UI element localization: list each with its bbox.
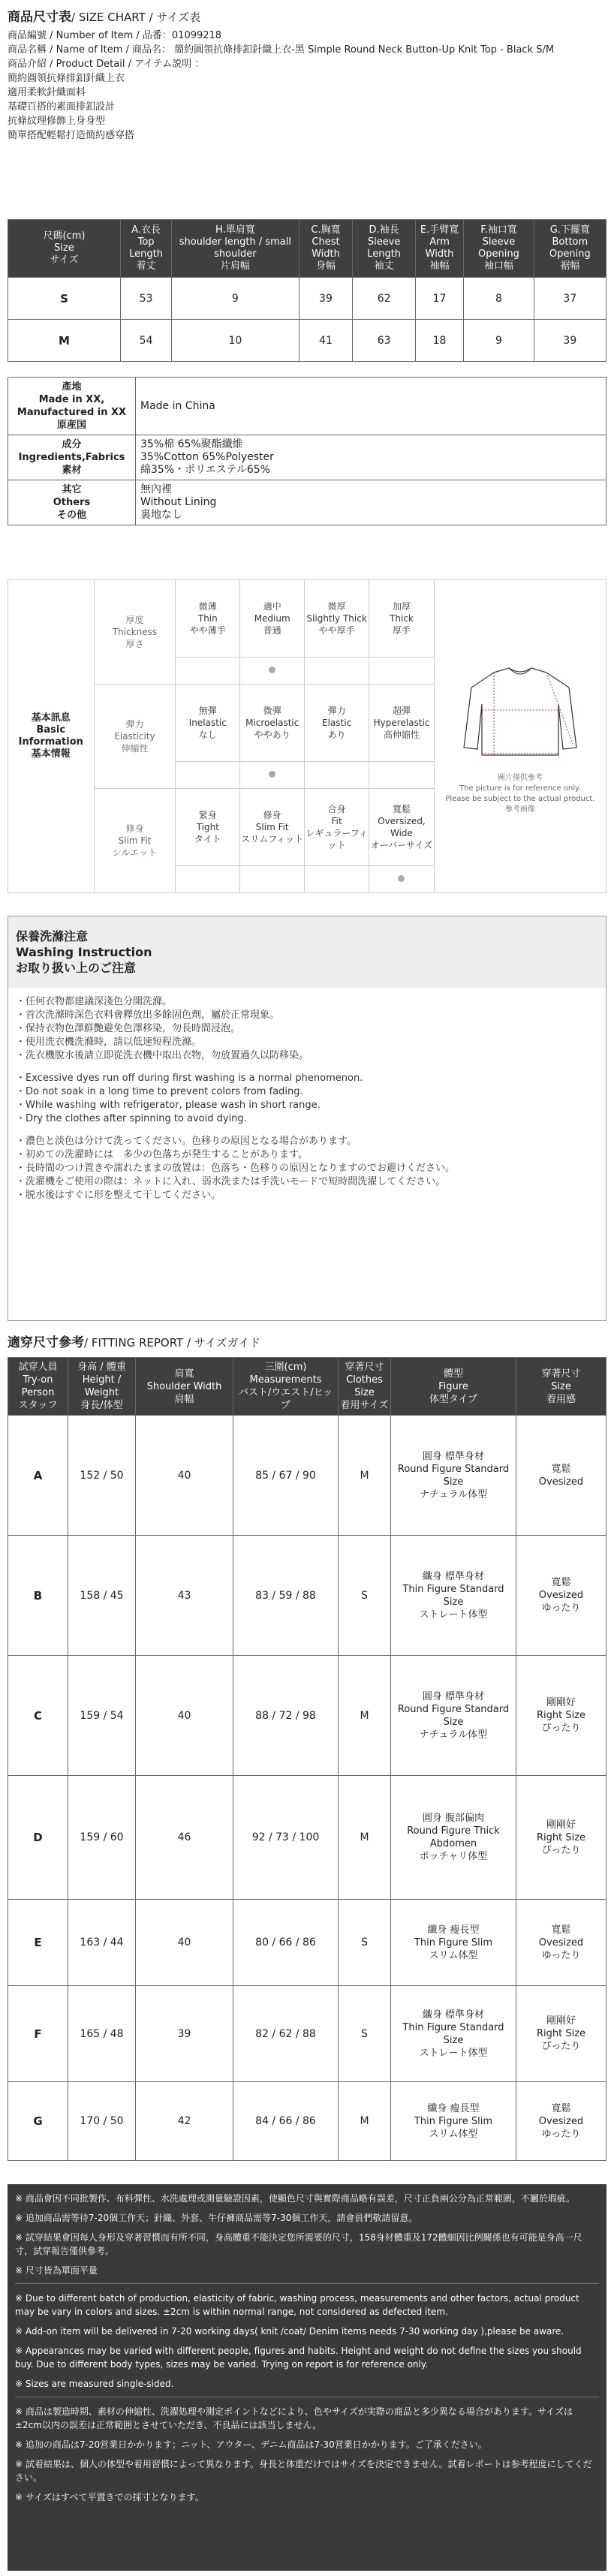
- size-value: 39: [299, 278, 353, 320]
- try-on-person: A: [8, 1416, 68, 1536]
- size-value: 17: [415, 278, 463, 320]
- thickness-option: 適中 Medium 普通: [240, 580, 305, 658]
- note-line: ※ 追加の商品は7-20営業日かかります；ニット、アウター、デニム商品は7-30営業日かかります。ご了承ください。: [15, 2439, 487, 2450]
- fitting-value: 43: [136, 1536, 233, 1656]
- material-key: 產地 Made in XX, Manufactured in XX 原産国: [8, 378, 136, 435]
- washing-line: ・洗濯機をご使用の際は：ネットに入れ、弱水洗または手洗いモードで短時間洗濯してください。: [16, 1176, 446, 1187]
- size-header: E.手臂寬 Arm Width 袖幅: [415, 220, 463, 278]
- size-value: 10: [172, 320, 299, 362]
- material-value: 無內裡 Without Lining 裏地なし: [136, 480, 606, 525]
- washing-line: ・首次洗滌時深色衣料會釋放出多餘固色劑，屬於正常現象。: [16, 1010, 280, 1021]
- washing-line: ・使用洗衣機洗滌時，請以低速短程洗滌。: [16, 1037, 202, 1048]
- fit-feel: 寬鬆 Ovesized ゆったり: [516, 1900, 606, 1986]
- size-header: C.胸寬 Chest Width 身幅: [299, 220, 353, 278]
- fit-indicator: [369, 865, 435, 893]
- image-caption: 圖片僅供參考 The picture is for reference only. Please be subject to the actual product. 參考画像: [445, 774, 595, 814]
- elasticity-option: 超彈 Hyperelastic 高伸縮性: [369, 684, 435, 761]
- fit-feel: 寬鬆 Ovesized ゆったり: [516, 1536, 606, 1656]
- material-value: 35%棉 65%聚酯纖維 35%Cotton 65%Polyester 綿35%・ポリエステル65%: [136, 435, 606, 480]
- washing-line: ・Do not soak in a long time to prevent colors from fading.: [16, 1086, 303, 1097]
- fitting-value: 82 / 62 / 88: [233, 1986, 339, 2082]
- washing-title: 保養洗滌注意 Washing Instruction お取り扱い上のご注意: [8, 916, 606, 988]
- thickness-option: 微厚 Slightly Thick やや厚手: [305, 580, 369, 658]
- fitting-header: 肩寬 Shoulder Width 肩幅: [136, 1358, 233, 1416]
- note-line: ※ Appearances may be varied with different people, figures and habits. Height and weight do not define the sizes you should buy. Due to different body types, sizes may be varied. Trying on report is for reference only.: [15, 2346, 582, 2370]
- fitting-value: M: [339, 1776, 391, 1900]
- note-line: ※ 試着結果は、個人の体型や着用習慣によって異なります。身長と体重だけではサイズを決定できません。試着レポートは参考程度にしてください。: [15, 2459, 592, 2483]
- fitting-value: S: [339, 1986, 391, 2082]
- fitting-value: 163 / 44: [68, 1900, 136, 1986]
- fitting-value: 170 / 50: [68, 2082, 136, 2161]
- figure-type: 圓身 標準身材 Round Figure Standard Size ナチュラル体型: [391, 1656, 516, 1776]
- fitting-value: 159 / 60: [68, 1776, 136, 1900]
- note-line: ※ 追加商品需等待7-20個工作天；針織、外套、牛仔褲商品需等7-30個工作天，請會員們敬請留意。: [15, 2213, 418, 2223]
- info-line: 簡單搭配輕鬆打造簡約感穿搭: [8, 130, 135, 141]
- fit-feel: 剛剛好 Right Size ぴったり: [516, 1656, 606, 1776]
- washing-line: ・初めての洗濯時には 多少の色落ちが発生することがあります。: [16, 1149, 308, 1160]
- fitting-value: 152 / 50: [68, 1416, 136, 1536]
- fitting-value: M: [339, 1416, 391, 1536]
- fitting-header: 試穿人員 Try-on Person スタッフ: [8, 1358, 68, 1416]
- elasticity-indicator: [176, 761, 240, 788]
- figure-type: 纖身 瘦長型 Thin Figure Slim スリム体型: [391, 1900, 516, 1986]
- fit-option: 寬鬆 Oversized, Wide オーバーサイズ: [369, 788, 435, 865]
- selected-dot-icon: [269, 667, 275, 673]
- washing-instruction: [8, 916, 606, 1321]
- note-line: ※ 尺寸皆為單面平量: [15, 2265, 98, 2276]
- size-value: 37: [534, 278, 606, 320]
- thickness-label: 厚度 Thickness 厚さ: [94, 580, 176, 685]
- try-on-person: E: [8, 1900, 68, 1986]
- washing-line: ・任何衣物都建議深淺色分開洗滌。: [16, 996, 173, 1007]
- figure-type: 圓身 標準身材 Round Figure Standard Size ナチュラル体型: [391, 1416, 516, 1536]
- try-on-person: F: [8, 1986, 68, 2082]
- size-value: 8: [464, 278, 534, 320]
- thickness-indicator: [305, 657, 369, 684]
- fit-feel: 剛剛好 Right Size ぴったり: [516, 1776, 606, 1900]
- size-header: D.袖長 Sleeve Length 袖丈: [353, 220, 415, 278]
- fit-indicator: [305, 865, 369, 893]
- try-on-person: B: [8, 1536, 68, 1656]
- fitting-value: S: [339, 1900, 391, 1986]
- washing-line: ・While washing with refrigerator, please wash in short range.: [16, 1100, 321, 1111]
- fitting-value: 92 / 73 / 100: [233, 1776, 339, 1900]
- fitting-value: 40: [136, 1416, 233, 1536]
- elasticity-indicator: [369, 761, 435, 788]
- fitting-value: 88 / 72 / 98: [233, 1656, 339, 1776]
- material-value: Made in China: [136, 378, 606, 435]
- fitting-value: M: [339, 2082, 391, 2161]
- elasticity-option: 無彈 Inelastic なし: [176, 684, 240, 761]
- elasticity-indicator: [240, 761, 305, 788]
- washing-line: ・Excessive dyes run off during first washing is a normal phenomenon.: [16, 1073, 363, 1084]
- size-value: 9: [172, 278, 299, 320]
- thickness-indicator: [240, 657, 305, 684]
- size-value: 18: [415, 320, 463, 362]
- fitting-value: 39: [136, 1986, 233, 2082]
- fitting-value: 165 / 48: [68, 1986, 136, 2082]
- fit-indicator: [240, 865, 305, 893]
- washing-line: ・保持衣物色澤鮮艷避免色澤移染，勿長時間浸泡。: [16, 1023, 241, 1034]
- fitting-value: 158 / 45: [68, 1536, 136, 1656]
- note-line: ※ 試穿結果會因每人身形及穿著習慣而有所不同，身高體重不能決定您所需要的尺寸，158身材體重及172體細因比例關係也有可能是身高一尺寸，試穿報告僅供參考。: [15, 2232, 582, 2256]
- note-line: ※ 商品會因不同批製作、布料彈性、水洗處理或測量驗證因素，使顯色尺寸與實際商品略有誤差，尺寸正負兩公分為正常範圍，不屬於瑕疵。: [15, 2193, 575, 2204]
- fitting-title: 適穿尺寸參考/ FITTING REPORT / サイズガイド: [8, 1335, 261, 1350]
- product-image-panel: [434, 580, 606, 893]
- try-on-person: D: [8, 1776, 68, 1900]
- note-line: ※ Add-on item will be delivered in 7-20 working days( knit /coat/ Denim items needs 7-30 working day ),please be aware.: [15, 2326, 564, 2337]
- fit-option: 修身 Slim Fit スリムフィット: [240, 788, 305, 865]
- size-value: 39: [534, 320, 606, 362]
- fitting-value: 84 / 66 / 86: [233, 2082, 339, 2161]
- washing-body: [8, 988, 606, 1210]
- washing-line: ・Dry the clothes after spinning to avoid dying.: [16, 1113, 247, 1124]
- fit-label: 修身 Slim Fit シルエット: [94, 788, 176, 892]
- header-section: [8, 0, 606, 143]
- try-on-person: C: [8, 1656, 68, 1776]
- info-line: 商品介紹 / Product Detail / アイテム説明 ：: [8, 59, 205, 70]
- selected-dot-icon: [398, 875, 405, 882]
- material-key: 成分 Ingredients,Fabrics 素材: [8, 435, 136, 480]
- fit-option: 合身 Fit レギュラーフィット: [305, 788, 369, 865]
- size-chart: [8, 219, 606, 362]
- fitting-header: 身高 / 體重 Height / Weight 身長/体型: [68, 1358, 136, 1416]
- note-line: ※ サイズはすべて平置きでの採寸となります。: [15, 2492, 204, 2502]
- fitting-value: 83 / 59 / 88: [233, 1536, 339, 1656]
- thickness-option: 微薄 Thin やや薄手: [176, 580, 240, 658]
- washing-line: ・洗衣機脫水後請立即從洗衣機中取出衣物，勿放置過久以防移染。: [16, 1050, 309, 1061]
- elasticity-option: 彈力 Elastic あり: [305, 684, 369, 761]
- size-header: A.衣長 Top Length 着丈: [121, 220, 172, 278]
- size-chart-title: 商品尺寸表/ SIZE CHART / サイズ表: [8, 10, 201, 25]
- washing-line: ・長時間のつけ置きや濡れたままの放置は：色落ち・色移りの原因となりますのでお避けください。: [16, 1163, 456, 1174]
- try-on-person: G: [8, 2082, 68, 2161]
- info-line: 簡約圓領抗條排釦針織上衣: [8, 73, 125, 84]
- figure-type: 圓身 腹部偏肉 Round Figure Thick Abdomen ポッチャリ体型: [391, 1776, 516, 1900]
- fitting-header: 穿著尺寸 Size 着用感: [516, 1358, 606, 1416]
- fit-indicator: [176, 865, 240, 893]
- size-label: S: [8, 278, 121, 320]
- fitting-value: 80 / 66 / 86: [233, 1900, 339, 1986]
- thickness-indicator: [176, 657, 240, 684]
- elasticity-indicator: [305, 761, 369, 788]
- fitting-value: 40: [136, 1900, 233, 1986]
- fitting-value: 42: [136, 2082, 233, 2161]
- size-header: 尺碼(cm) Size サイズ: [8, 220, 121, 278]
- thickness-indicator: [369, 657, 435, 684]
- size-label: M: [8, 320, 121, 362]
- material-table: [8, 377, 606, 525]
- fitting-value: 46: [136, 1776, 233, 1900]
- note-line: ※ Due to different batch of production, elasticity of fabric, washing process, measurements and other factors, actual product may be vary in colors and sizes. ±2cm is within normal range, not considered as defected item.: [15, 2293, 579, 2317]
- info-line: 抗條紋理修飾上身身型: [8, 116, 106, 127]
- fit-option: 緊身 Tight タイト: [176, 788, 240, 865]
- size-value: 53: [121, 278, 172, 320]
- size-header: F.袖口寬 Sleeve Opening 袖口幅: [464, 220, 534, 278]
- selected-dot-icon: [269, 771, 275, 778]
- fitting-header: 穿著尺寸 Clothes Size 着用サイズ: [339, 1358, 391, 1416]
- figure-type: 纖身 瘦長型 Thin Figure Slim スリム体型: [391, 2082, 516, 2161]
- fitting-value: 40: [136, 1656, 233, 1776]
- figure-type: 纖身 標準身材 Thin Figure Standard Size ストレート体型: [391, 1536, 516, 1656]
- info-line: 商品編號 / Number of Item / 品番：01099218: [8, 30, 222, 41]
- thickness-option: 加厚 Thick 厚手: [369, 580, 435, 658]
- info-line: 商品名稱 / Name of Item / 商品名： 簡約圓領抗條排釦針織上衣-黑 Simple Round Neck Button-Up Knit Top - Black S/M: [8, 44, 555, 56]
- note-line: ※ Sizes are measured single-sided.: [15, 2379, 174, 2389]
- size-value: 63: [353, 320, 415, 362]
- fitting-header: 三圍(cm) Measurements バスト/ウエスト/ヒップ: [233, 1358, 339, 1416]
- size-header: H.單肩寬 shoulder length / small shoulder 片肩幅: [172, 220, 299, 278]
- basic-info: [8, 579, 606, 893]
- sweater-diagram-icon: [449, 658, 591, 770]
- fit-feel: 寬鬆 Ovesized: [516, 1416, 606, 1536]
- washing-line: ・濃色と淡色は分けて洗ってください。色移りの原因となる場合があります。: [16, 1136, 357, 1147]
- fitting-report: [8, 1332, 606, 2161]
- fitting-value: M: [339, 1656, 391, 1776]
- material-key: 其它 Others その他: [8, 480, 136, 525]
- fitting-header: 體型 Figure 体型タイプ: [391, 1358, 516, 1416]
- notes-divider: [15, 2283, 599, 2284]
- size-header: G.下擺寬 Bottom Opening 裾幅: [534, 220, 606, 278]
- elasticity-label: 彈力 Elasticity 伸縮性: [94, 684, 176, 788]
- size-value: 41: [299, 320, 353, 362]
- washing-line: ・脱水後はすぐに形を整えて干してください。: [16, 1190, 221, 1201]
- fitting-value: 159 / 54: [68, 1656, 136, 1776]
- figure-type: 纖身 標準身材 Thin Figure Standard Size ストレート体型: [391, 1986, 516, 2082]
- info-line: 適用柔軟針織面料: [8, 87, 86, 98]
- note-line: ※ 商品は製造時期、素材の伸縮性、洗濯処理や測定ポイントなどにより、色やサイズが実際の商品と多少異なる場合があります。サイズは±2cm以内の誤差は正常範囲とさせていただき、不良品には該当しません。: [15, 2406, 573, 2430]
- elasticity-option: 微彈 Microelastic ややあり: [240, 684, 305, 761]
- fitting-value: 85 / 67 / 90: [233, 1416, 339, 1536]
- basic-info-title: 基本訊息 Basic Information 基本情報: [8, 580, 95, 893]
- notes-section: [8, 2184, 606, 2571]
- size-value: 9: [464, 320, 534, 362]
- size-value: 54: [121, 320, 172, 362]
- fit-feel: 剛剛好 Right Size ぴったり: [516, 1986, 606, 2082]
- info-line: 基礎百搭的素面排釦設計: [8, 101, 116, 113]
- fit-feel: 寬鬆 Ovesized ゆったり: [516, 2082, 606, 2161]
- product-info: [8, 29, 606, 143]
- size-value: 62: [353, 278, 415, 320]
- fitting-value: S: [339, 1536, 391, 1656]
